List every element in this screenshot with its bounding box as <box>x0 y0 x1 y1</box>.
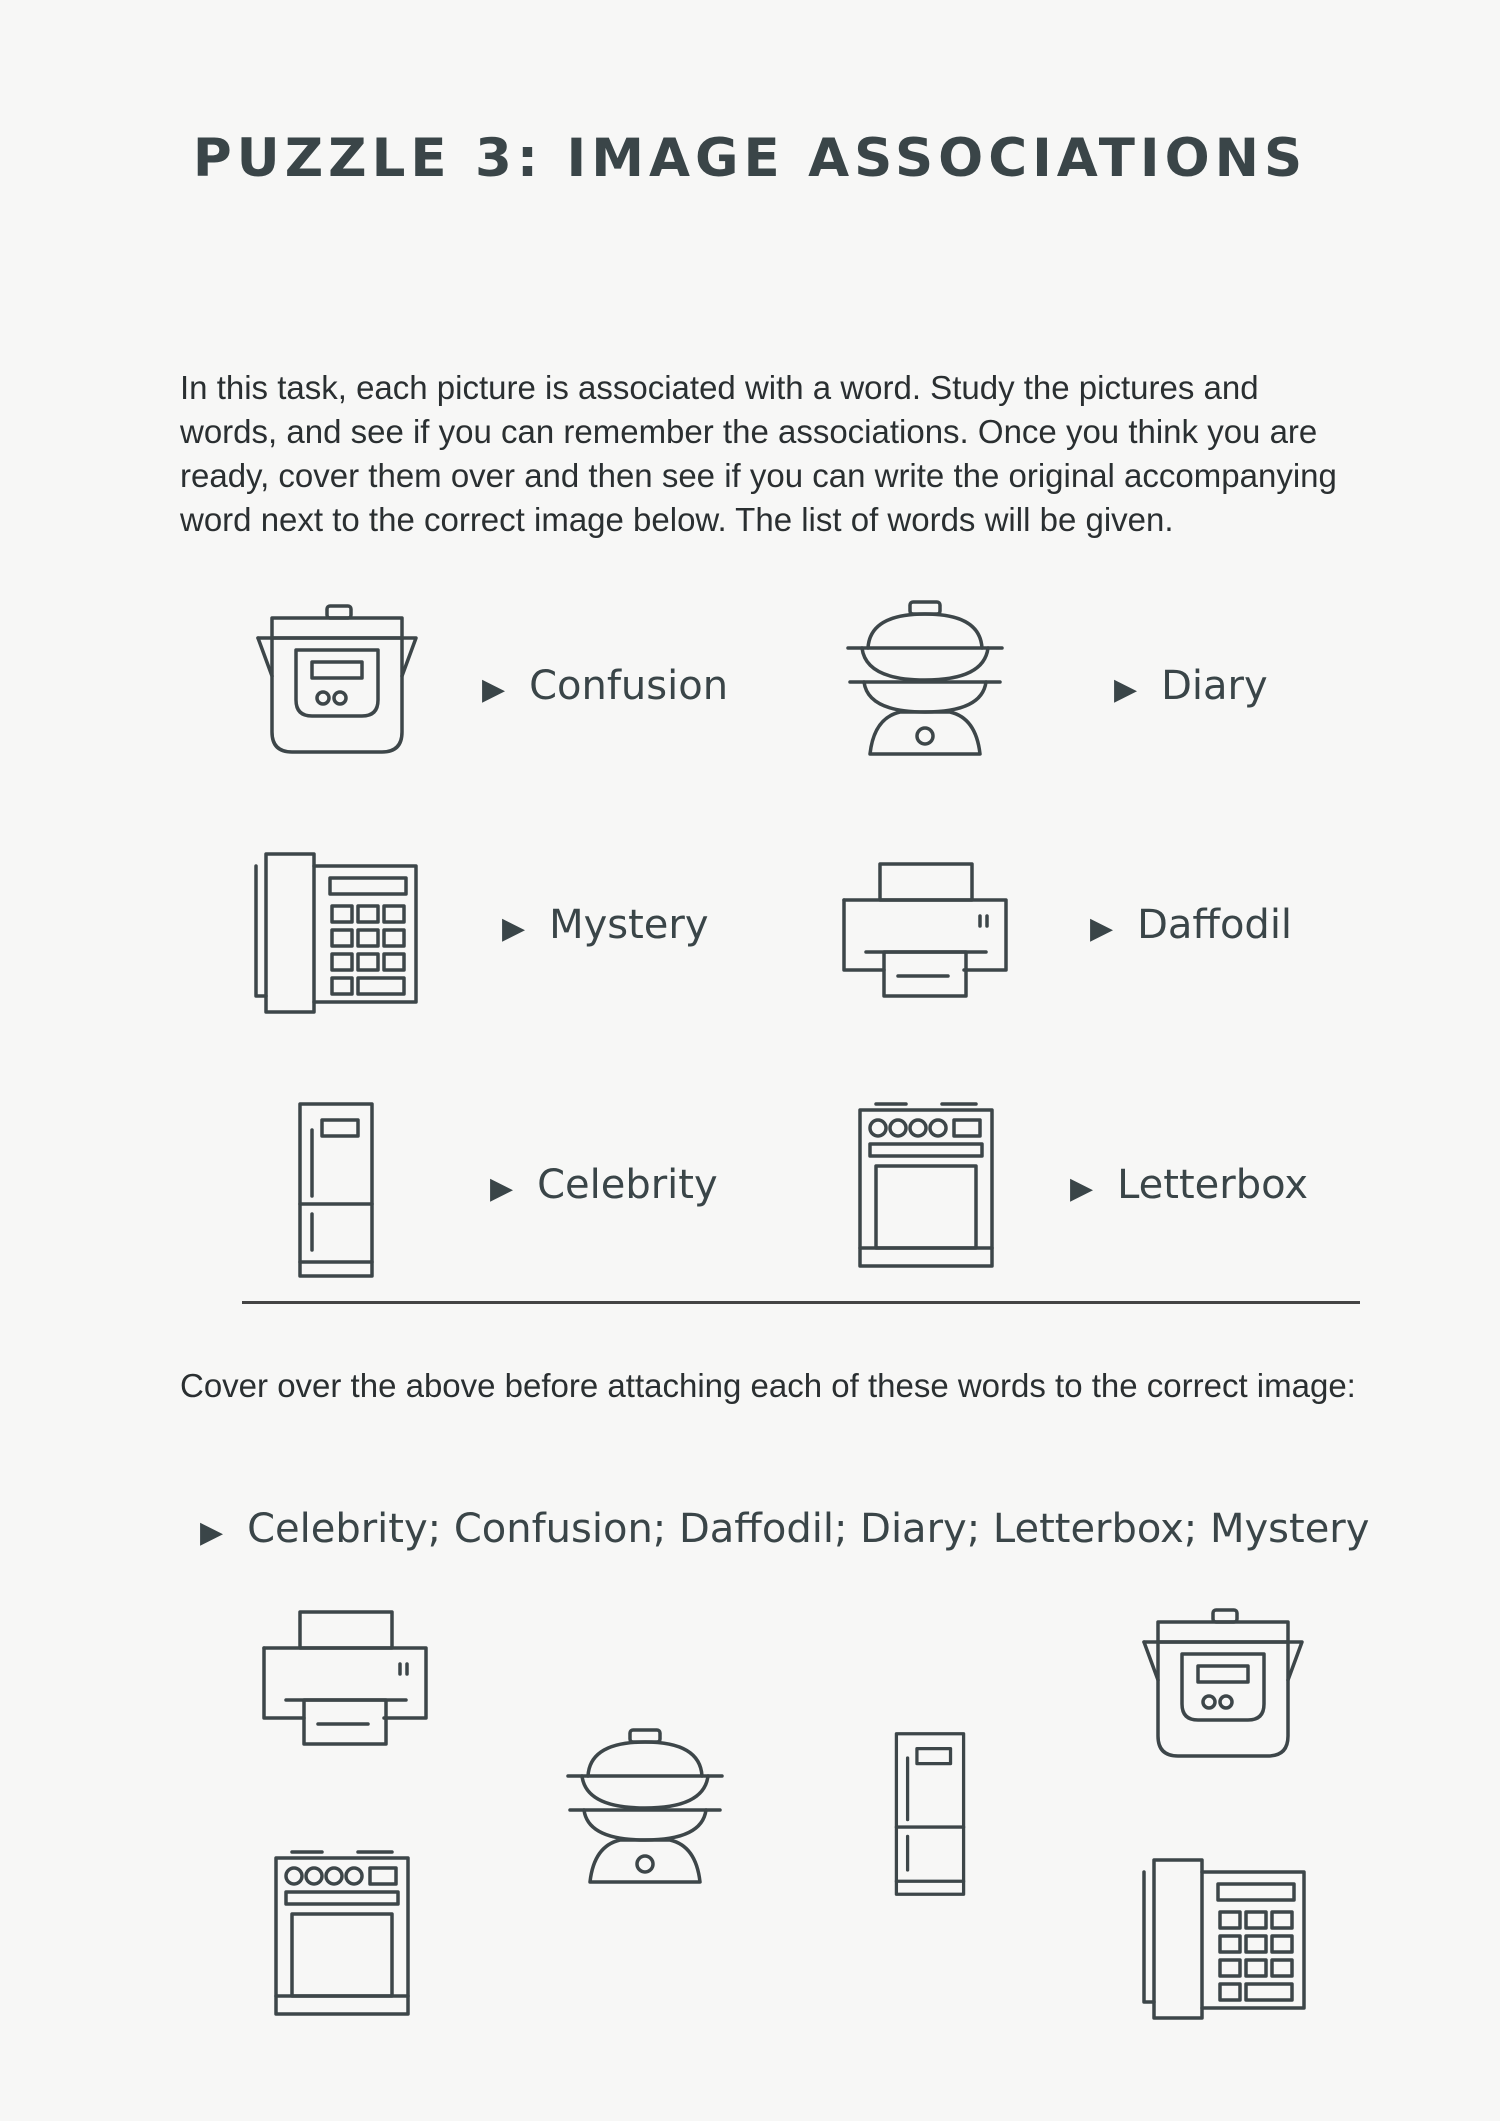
arrow-icon: ▶ <box>200 1515 224 1550</box>
word-list <box>200 1506 1369 1552</box>
arrow-icon: ▶ <box>490 1171 514 1206</box>
pair-word: Letterbox <box>1117 1162 1308 1208</box>
fridge-icon <box>890 1730 970 1898</box>
arrow-icon: ▶ <box>482 672 506 707</box>
arrow-icon: ▶ <box>1114 672 1138 707</box>
pair-word: Confusion <box>529 663 729 709</box>
pair-label-diary <box>1114 663 1268 709</box>
arrow-icon: ▶ <box>502 911 526 946</box>
intro-paragraph: In this task, each picture is associated with a word. Study the pictures and words, and see if you can remember the associations. Once you think you are ready, cover them over and then see if you can write the original accompanying word next to the correct image below. The list of words will be given. <box>180 369 1337 538</box>
telephone-icon <box>250 846 420 1016</box>
pair-label-confusion <box>482 663 728 709</box>
cover-instruction: Cover over the above before attaching each of these words to the correct image: <box>180 1367 1356 1404</box>
telephone-icon <box>1138 1852 1308 2022</box>
steamer-pot-icon <box>560 1726 730 1886</box>
pair-label-mystery <box>502 902 709 948</box>
oven-icon <box>856 1100 996 1270</box>
word-list-text: Celebrity; Confusion; Daffodil; Diary; Letterbox; Mystery <box>247 1506 1370 1552</box>
pair-word: Diary <box>1161 663 1268 709</box>
pair-word: Daffodil <box>1137 902 1293 948</box>
printer-icon <box>260 1608 430 1748</box>
pair-label-daffodil <box>1090 902 1292 948</box>
steamer-pot-icon <box>840 598 1010 758</box>
fridge-icon <box>296 1100 376 1280</box>
arrow-icon: ▶ <box>1090 911 1114 946</box>
section-divider <box>242 1301 1360 1304</box>
pair-label-celebrity <box>490 1162 718 1208</box>
arrow-icon: ▶ <box>1070 1171 1094 1206</box>
pair-word: Celebrity <box>537 1162 718 1208</box>
pair-label-letterbox <box>1070 1162 1308 1208</box>
pair-word: Mystery <box>549 902 709 948</box>
rice-cooker-icon <box>252 602 422 762</box>
printer-icon <box>840 860 1010 1000</box>
oven-icon <box>272 1848 412 2018</box>
rice-cooker-icon <box>1138 1606 1308 1766</box>
page-title: PUZZLE 3: IMAGE ASSOCIATIONS <box>192 128 1308 189</box>
